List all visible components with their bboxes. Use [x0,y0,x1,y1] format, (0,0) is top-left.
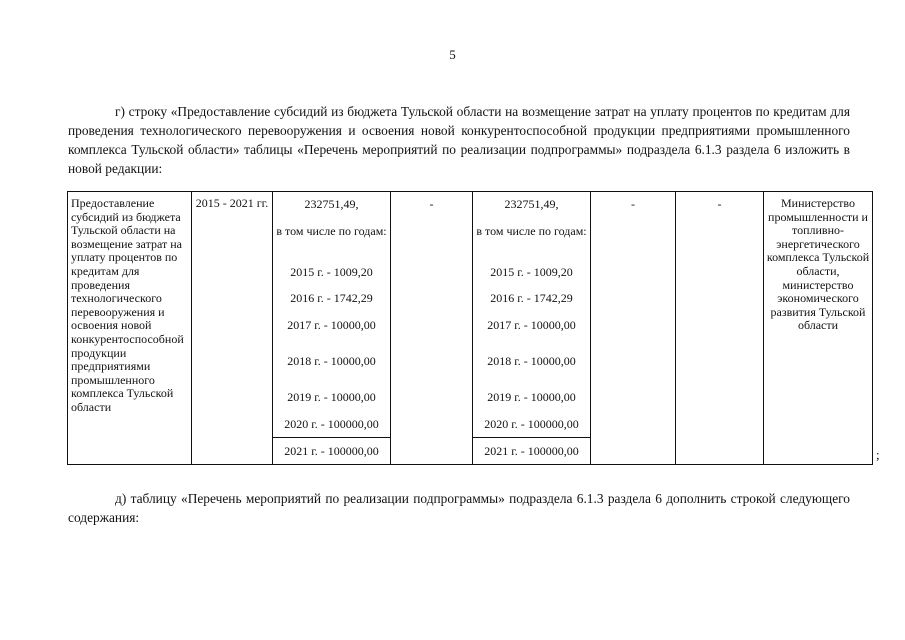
amount-2019: 2019 г. - 10000,00 [287,390,376,404]
regional-amount-2018: 2018 г. - 10000,00 [487,354,576,368]
amount-2015: 2015 г. - 1009,20 [290,265,373,279]
total-amount: 232751,49, [304,197,359,211]
period-cell: 2015 - 2021 гг. [192,192,273,465]
by-year-label: в том числе по годам: [276,224,387,238]
federal-budget-cell: - [391,192,473,465]
row-divider [473,437,590,438]
regional-amount-2017: 2017 г. - 10000,00 [487,318,576,332]
table-row [68,192,873,465]
amount-2017: 2017 г. - 10000,00 [287,318,376,332]
regional-amount-2019: 2019 г. - 10000,00 [487,390,576,404]
table-end-semicolon: ; [876,447,880,462]
page-number: 5 [449,47,456,62]
total-funding-cell [273,192,391,465]
regional-amount-2020: 2020 г. - 100000,00 [484,417,579,431]
paragraph-g: г) строку «Предоставление субсидий из бюджета Тульской области на возмещение затрат на уплату процентов по кредитам для проведения технологического перевооружения и освоения новой конкурентоспособной продукции предприятиями промышленного комплекса Тульской области» таблицы «Перечень мероприятий по реализации подпрограммы» подраздела 6.1.3 раздела 6 изложить в новой редакции: [68,104,850,176]
amount-2016: 2016 г. - 1742,29 [290,291,373,305]
amount-2021: 2021 г. - 100000,00 [284,444,379,458]
row-divider [273,437,390,438]
regional-amount-2016: 2016 г. - 1742,29 [490,291,573,305]
paragraph-d: д) таблицу «Перечень мероприятий по реализации подпрограммы» подраздела 6.1.3 раздела 6 дополнить строкой следующего содержания: [68,491,850,525]
measure-name-cell: Предоставление субсидий из бюджета Тульской области на возмещение затрат на уплату процентов по кредитам для проведения технологического перевооружения и освоения новой конкурентоспособной продукции предприятиями промышленного комплекса Тульской области [68,192,192,465]
municipal-budget-cell: - [591,192,676,465]
regional-by-year-label: в том числе по годам: [476,224,587,238]
extrabudgetary-cell: - [676,192,764,465]
regional-total-amount: 232751,49, [504,197,559,211]
responsible-executor-cell: Министерство промышленности и топливно-энергетического комплекса Тульской области, министерство экономического развития Тульской области [764,192,873,465]
budget-table [67,191,873,465]
amount-2018: 2018 г. - 10000,00 [287,354,376,368]
regional-amount-2021: 2021 г. - 100000,00 [484,444,579,458]
regional-budget-cell [473,192,591,465]
amount-2020: 2020 г. - 100000,00 [284,417,379,431]
regional-amount-2015: 2015 г. - 1009,20 [490,265,573,279]
